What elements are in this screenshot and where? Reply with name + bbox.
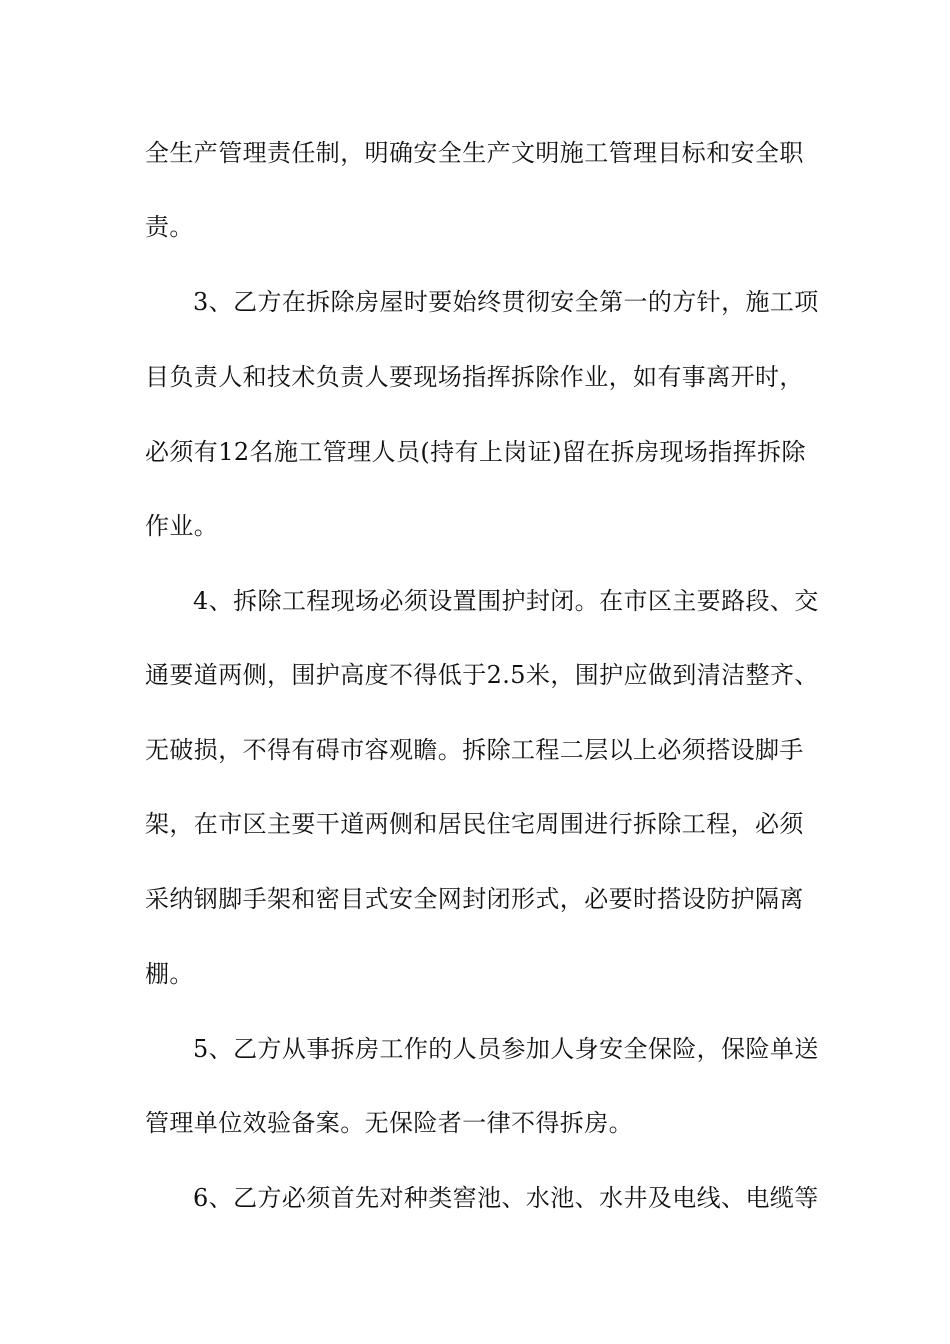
text-line: 6、乙方必须首先对种类窖池、水池、水井及电线、电缆等 bbox=[193, 1184, 819, 1212]
text-line: 5、乙方从事拆房工作的人员参加人身安全保险，保险单送 bbox=[193, 1035, 819, 1063]
text-line: 管理单位效验备案。无保险者一律不得拆房。 bbox=[145, 1109, 633, 1137]
text-line: 目负责人和技术负责人要现场指挥拆除作业，如有事离开时， bbox=[145, 363, 804, 391]
text-line: 棚。 bbox=[145, 960, 194, 988]
text-line: 采纳钢脚手架和密目式安全网封闭形式，必要时搭设防护隔离 bbox=[145, 885, 804, 913]
text-line: 无破损，不得有碍市容观瞻。拆除工程二层以上必须搭设脚手 bbox=[145, 736, 804, 764]
text-line: 4、拆除工程现场必须设置围护封闭。在市区主要路段、交 bbox=[193, 587, 819, 615]
text-line: 责。 bbox=[145, 213, 194, 241]
text-line: 全生产管理责任制，明确安全生产文明施工管理目标和安全职 bbox=[145, 139, 804, 167]
text-line: 必须有12名施工管理人员(持有上岗证)留在拆房现场指挥拆除 bbox=[145, 438, 806, 466]
text-line: 通要道两侧，围护高度不得低于2.5米，围护应做到清洁整齐、 bbox=[145, 661, 819, 689]
text-line: 作业。 bbox=[145, 512, 219, 540]
text-line: 3、乙方在拆除房屋时要始终贯彻安全第一的方针，施工项 bbox=[193, 288, 819, 316]
text-line: 架，在市区主要干道两侧和居民住宅周围进行拆除工程，必须 bbox=[145, 810, 804, 838]
